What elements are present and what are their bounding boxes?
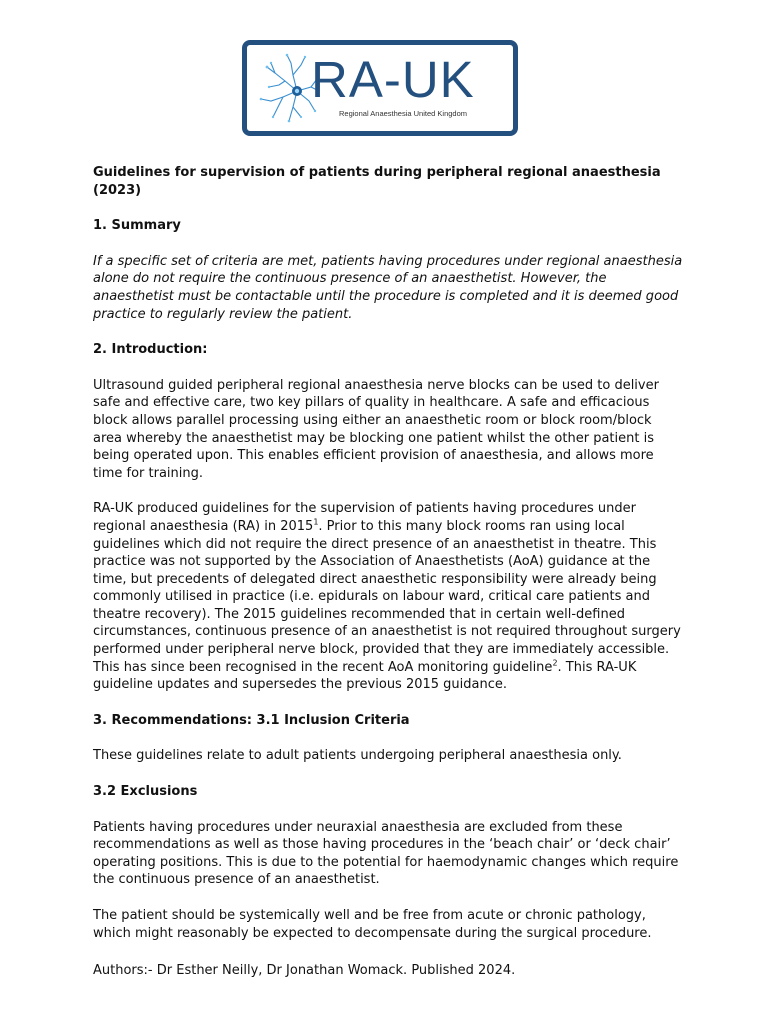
document-title: Guidelines for supervision of patients during peripheral regional anaesthesia (2023) bbox=[93, 165, 661, 198]
document-body bbox=[93, 164, 683, 960]
reference-1: 1 bbox=[313, 517, 319, 527]
recommendations-heading: 3. Recommendations: 3.1 Inclusion Criteria bbox=[93, 712, 410, 728]
introduction-paragraph-1: Ultrasound guided peripheral regional anaesthesia nerve blocks can be used to deliver safe and effective care, two key pillars of quality in healthcare. A safe and efficacious block allows parallel processing using either an anaesthetic room or block room/block area whereby the anaesthetist may be blocking one patient whilst the other patient is being operated upon. This enables efficient provision of anaesthesia, and allows more time for training. bbox=[93, 377, 659, 481]
exclusions-paragraph-2: The patient should be systemically well and be free from acute or chronic pathology, which might reasonably be expected to decompensate during the surgical procedure. bbox=[93, 908, 652, 941]
intro-p2-part-c: . This RA-UK guideline updates and supersedes the previous 2015 guidance. bbox=[93, 659, 637, 693]
exclusions-paragraph-1: Patients having procedures under neuraxial anaesthesia are excluded from these recommendations as well as those having procedures in the ‘beach chair’ or ‘deck chair’ operating positions. This is due to the potential for haemodynamic changes which require the continuous presence of an anaesthetist. bbox=[93, 819, 679, 888]
intro-p2-part-b: . Prior to this many block rooms ran using local guidelines which did not require the direct presence of an anaesthetist in theatre. This practice was not supported by the Association of Anaesthetists (AoA) guidance at the time, but precedents of delegated direct anaesthetic responsibility were already being commonly utilised in practice (i.e. epidurals on labour ward, critical care patients and theatre recovery). The 2015 guidelines recommended that in certain well-defined circumstances, continuous presence of an anaesthetist is not required throughout surgery performed under peripheral nerve block, provided that they are immediately accessible. This has since been recognised in the recent AoA monitoring guideline bbox=[93, 518, 681, 675]
ra-uk-logo bbox=[242, 40, 518, 136]
summary-heading: 1. Summary bbox=[93, 218, 181, 234]
logo-title: RA-UK bbox=[311, 51, 475, 108]
exclusions-heading: 3.2 Exclusions bbox=[93, 784, 198, 800]
introduction-heading: 2. Introduction: bbox=[93, 342, 208, 358]
summary-text: If a specific set of criteria are met, patients having procedures under regional anaesthesia alone do not require the continuous presence of an anaesthetist. However, the anaesthetist must be contactable until the procedure is completed and it is deemed good practice to regularly review the patient. bbox=[93, 253, 683, 322]
logo-subtitle: Regional Anaesthesia United Kingdom bbox=[339, 109, 468, 118]
authors-footer: Authors:- Dr Esther Neilly, Dr Jonathan Womack. Published 2024. bbox=[93, 963, 516, 978]
introduction-paragraph-2 bbox=[93, 500, 683, 694]
inclusion-text: These guidelines relate to adult patients undergoing peripheral anaesthesia only. bbox=[93, 748, 622, 764]
reference-2: 2 bbox=[552, 658, 558, 668]
intro-p2-part-a: RA-UK produced guidelines for the supervision of patients having procedures under regional anaesthesia (RA) in 2015 bbox=[93, 501, 636, 534]
